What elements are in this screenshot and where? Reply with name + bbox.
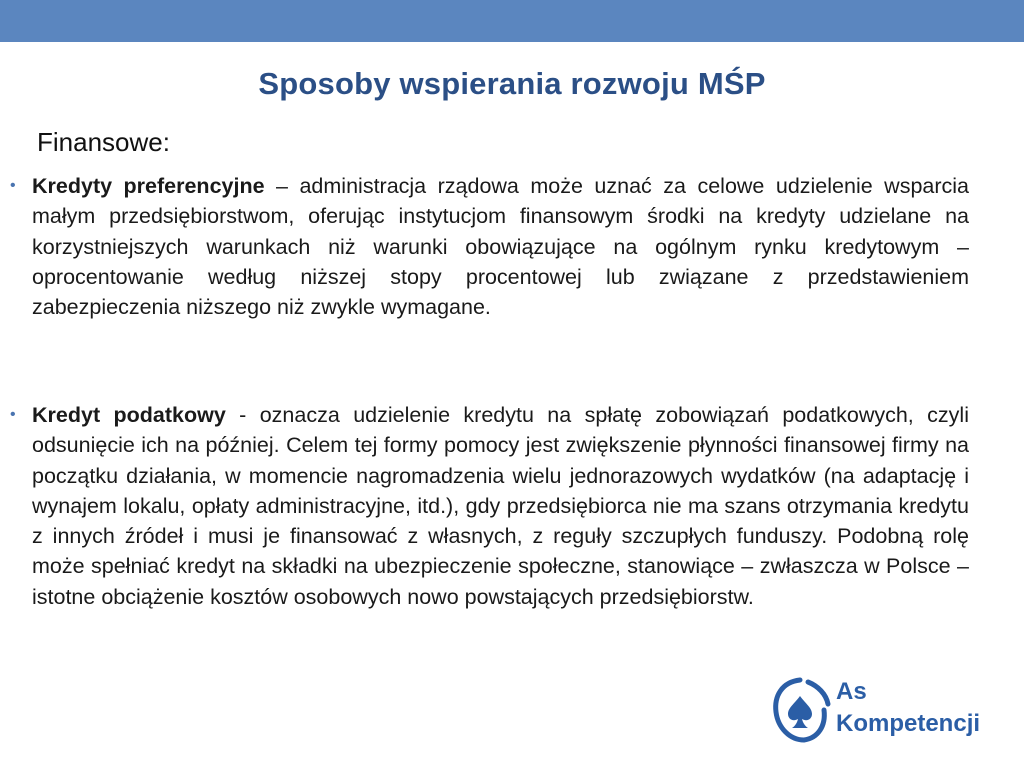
- logo-text: Kompetencji: [836, 710, 981, 737]
- header-band: [0, 0, 1024, 42]
- spade-card-icon: [768, 672, 832, 750]
- bullet-heading: Kredyt podatkowy: [32, 403, 226, 427]
- bullet-heading: Kredyty preferencyjne: [32, 174, 265, 198]
- bullet-item: [10, 171, 969, 322]
- logo-text: As: [836, 678, 867, 705]
- bullet-body: – administracja rządowa może uznać za celowe udzielenie wsparcia małym przedsiębiorstwom, oferując instytucjom finansowym środki na kredyty udzielane na korzystniejszych warunkach niż warunki obowiązujące na ogólnym rynku kredytowym – oprocentowanie według niższej stopy procentowej lub związane z przedstawieniem zabezpieczenia niższego niż zwykle wymagane.: [32, 174, 969, 320]
- slide-title: Sposoby wspierania rozwoju MŚP: [258, 66, 766, 101]
- bullet-item: [10, 400, 969, 612]
- bullet-text: [32, 171, 969, 322]
- bullet-icon: •: [10, 406, 16, 423]
- bullet-body: - oznacza udzielenie kredytu na spłatę zobowiązań podatkowych, czyli odsunięcie ich na później. Celem tej formy pomocy jest zwiększenie płynności finansowej firmy na początku działania, w momencie nagromadzenia wielu jednorazowych wydatków (na adaptację i wynajem lokalu, opłaty administracyjne, itd.), gdy przedsiębiorca nie ma szans otrzymania kredytu z innych źródeł i musi je finansować z własnych, z reguły szczupłych funduszy. Podobną rolę może spełniać kredyt na składki na ubezpieczenie społeczne, stanowiące – zwłaszcza w Polsce – istotne obciążenie kosztów osobowych nowo powstających przedsiębiorstw.: [32, 403, 969, 609]
- slide-subtitle: Finansowe:: [37, 127, 170, 157]
- logo: [768, 672, 998, 750]
- bullet-icon: •: [10, 177, 16, 194]
- bullet-text: [32, 400, 969, 612]
